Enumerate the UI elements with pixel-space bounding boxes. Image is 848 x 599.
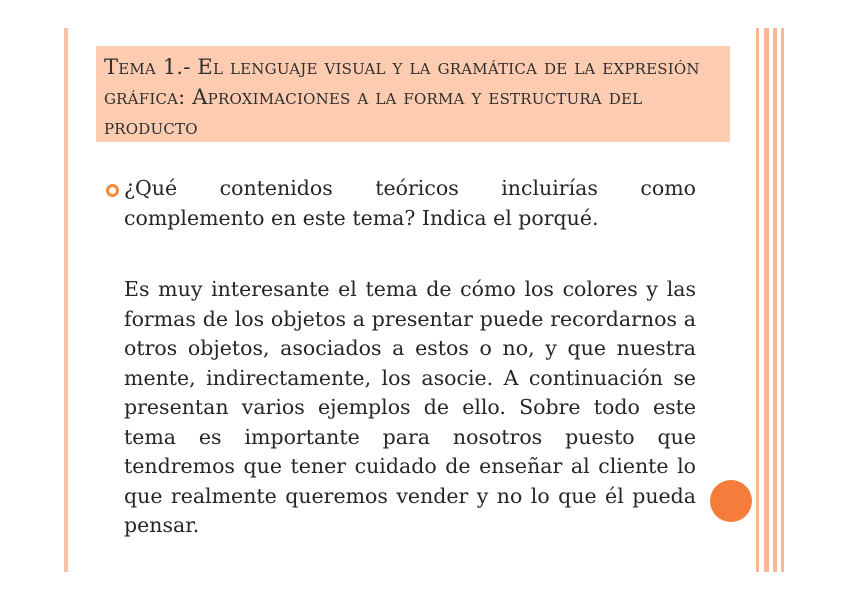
left-decorative-rule (64, 28, 68, 572)
bullet-icon (106, 184, 119, 197)
answer-paragraph: Es muy interesante el tema de cómo los colores y las formas de los objetos a presentar puede recordarnos a otros objetos, asociados a estos o no, y que nuestra mente, indirectamente, los asocie. A continuación se presentan varios ejemplos de ello. Sobre todo este tema es importante para nosotros puesto que tendremos que tener cuidado de enseñar al cliente lo que realmente queremos vender y no lo que él pueda pensar. (124, 277, 696, 537)
slide-title: Tema 1.- El lenguaje visual y la gramática de la expresión gráfica: Aproximaciones a la forma y estructura del producto (104, 55, 700, 139)
right-decorative-rules (756, 28, 786, 572)
decorative-circle (710, 480, 752, 522)
bullet-question: ¿Qué contenidos teóricos incluirías como complemento en este tema? Indica el porqué. (124, 176, 696, 230)
